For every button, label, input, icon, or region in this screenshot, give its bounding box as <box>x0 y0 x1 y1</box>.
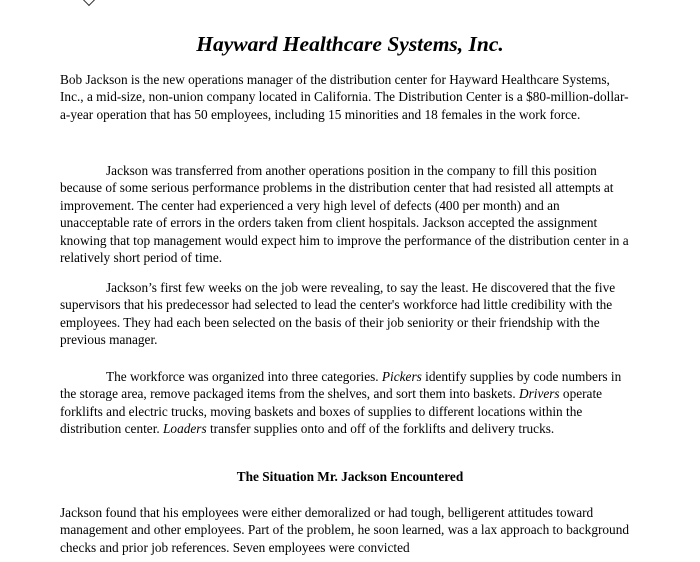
term-drivers: Drivers <box>518 386 560 402</box>
paragraph-intro: Bob Jackson is the new operations manager of the distribution center for Hayward Healthcare Systems, Inc., a mid-size, non-union company located in California. The Distribution Center is a $80-million-dollar-a-year operation that has 50 employees, including 15 minorities and 18 females in the work force. <box>60 72 629 122</box>
drivers-description: operate forklifts and electric trucks, moving baskets and boxes of supplies to different locations within the distribution center. <box>60 386 603 437</box>
chevron-down-icon <box>82 0 96 6</box>
document-title: Hayward Healthcare Systems, Inc. <box>196 32 504 56</box>
paragraph-first-weeks: Jackson’s first few weeks on the job were revealing, to say the least. He discovered that the five supervisors that his predecessor had selected to lead the center's workforce had little credibility with the employees. They had each been selected on the basis of their job seniority or their friendship with the previous manager. <box>60 280 616 348</box>
section-heading: The Situation Mr. Jackson Encountered <box>236 469 464 484</box>
term-pickers: Pickers <box>381 369 422 384</box>
term-loaders: Loaders <box>163 421 207 437</box>
paragraph-workforce <box>60 368 632 438</box>
paragraph-situation: Jackson found that his employees were either demoralized or had tough, belligerent attitudes toward management and other employees. Part of the problem, he soon learned, was a lax approach to background checks and prior job references. Seven employees were convicted <box>60 505 629 555</box>
paragraph-transfer: Jackson was transferred from another operations position in the company to fill this position because of some serious performance problems in the distribution center that had resisted all attempts at improvement. The center had experienced a very high level of defects (400 per month) and an unacceptable rate of errors in the orders taken from client hospitals. Jackson accepted the assignment knowing that top management would expect him to improve the performance of the distribution center in a relatively short period of time. <box>60 163 629 266</box>
workforce-intro-text: The workforce was organized into three categories. <box>106 369 382 384</box>
loaders-description: transfer supplies onto and off of the forklifts and delivery trucks. <box>206 421 555 437</box>
pickers-description: identify supplies by code numbers in the storage area, remove packaged items from the shelves, and sort them into baskets. <box>60 369 622 402</box>
